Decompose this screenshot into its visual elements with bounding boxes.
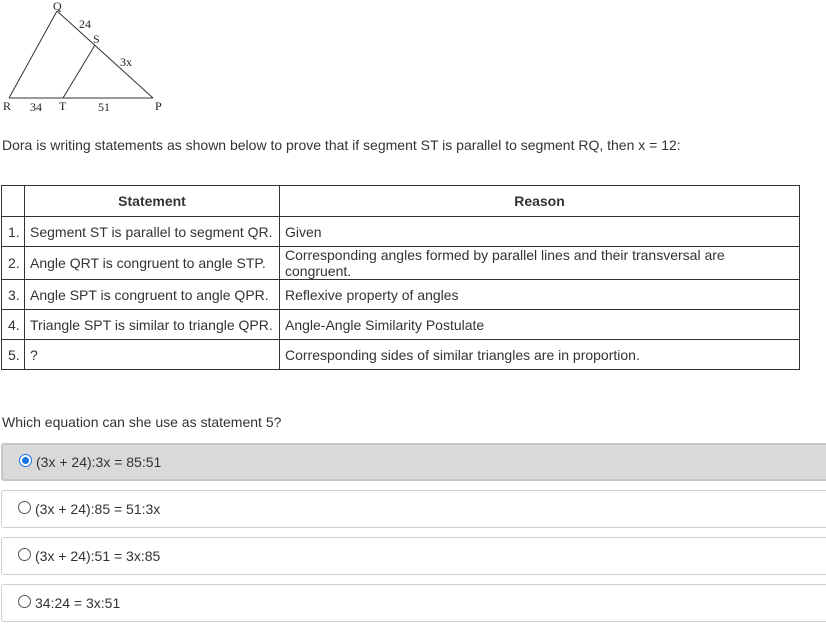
label-tp-length: 51 <box>98 100 110 114</box>
row-statement: Triangle SPT is similar to triangle QPR. <box>25 310 280 340</box>
answer-choice-label: (3x + 24):85 = 51:3x <box>35 501 161 517</box>
label-qs-length: 24 <box>79 17 91 31</box>
table-row <box>2 310 800 340</box>
row-number: 5. <box>2 340 25 370</box>
row-statement: ? <box>25 340 280 370</box>
row-number: 2. <box>2 247 25 280</box>
radio-unselected-icon[interactable] <box>18 548 31 561</box>
answer-choice-3[interactable] <box>1 537 826 575</box>
radio-unselected-icon[interactable] <box>18 501 31 514</box>
radio-selected-icon[interactable] <box>19 454 32 467</box>
answer-choice-label: (3x + 24):3x = 85:51 <box>36 454 162 470</box>
row-number: 1. <box>2 217 25 247</box>
label-r: R <box>3 99 12 113</box>
row-statement: Angle SPT is congruent to angle QPR. <box>25 280 280 310</box>
row-reason: Corresponding sides of similar triangles are in proportion. <box>280 340 800 370</box>
answer-choice-1[interactable] <box>1 443 826 481</box>
segment-st <box>63 45 95 98</box>
label-rt-length: 34 <box>30 100 42 114</box>
table-row <box>2 217 800 247</box>
answer-choice-label: (3x + 24):51 = 3x:85 <box>35 548 161 564</box>
proof-table <box>1 185 800 370</box>
header-reason: Reason <box>280 186 800 217</box>
row-number: 3. <box>2 280 25 310</box>
label-t: T <box>59 99 67 113</box>
label-s: S <box>93 32 100 46</box>
row-reason: Reflexive property of angles <box>280 280 800 310</box>
answer-choice-4[interactable] <box>1 584 826 622</box>
segment-qr <box>9 11 57 98</box>
label-q: Q <box>53 0 62 13</box>
row-reason: Angle-Angle Similarity Postulate <box>280 310 800 340</box>
answer-choice-2[interactable] <box>1 490 826 528</box>
header-num <box>2 186 25 217</box>
answer-choice-label: 34:24 = 3x:51 <box>35 595 121 611</box>
table-row <box>2 247 800 280</box>
problem-prompt: Dora is writing statements as shown below to prove that if segment ST is parallel to segment RQ, then x = 12: <box>2 137 681 153</box>
triangle-diagram <box>0 0 164 115</box>
header-statement: Statement <box>25 186 280 217</box>
question-text: Which equation can she use as statement 5? <box>2 414 282 430</box>
row-reason: Given <box>280 217 800 247</box>
row-number: 4. <box>2 310 25 340</box>
row-reason: Corresponding angles formed by parallel lines and their transversal are congruent. <box>280 247 800 280</box>
table-row <box>2 280 800 310</box>
triangle-figure <box>0 0 164 115</box>
radio-unselected-icon[interactable] <box>18 595 31 608</box>
proof-table-header <box>2 186 800 217</box>
label-p: P <box>155 99 162 113</box>
row-statement: Angle QRT is congruent to angle STP. <box>25 247 280 280</box>
label-sp-length: 3x <box>120 55 132 69</box>
table-row <box>2 340 800 370</box>
row-statement: Segment ST is parallel to segment QR. <box>25 217 280 247</box>
